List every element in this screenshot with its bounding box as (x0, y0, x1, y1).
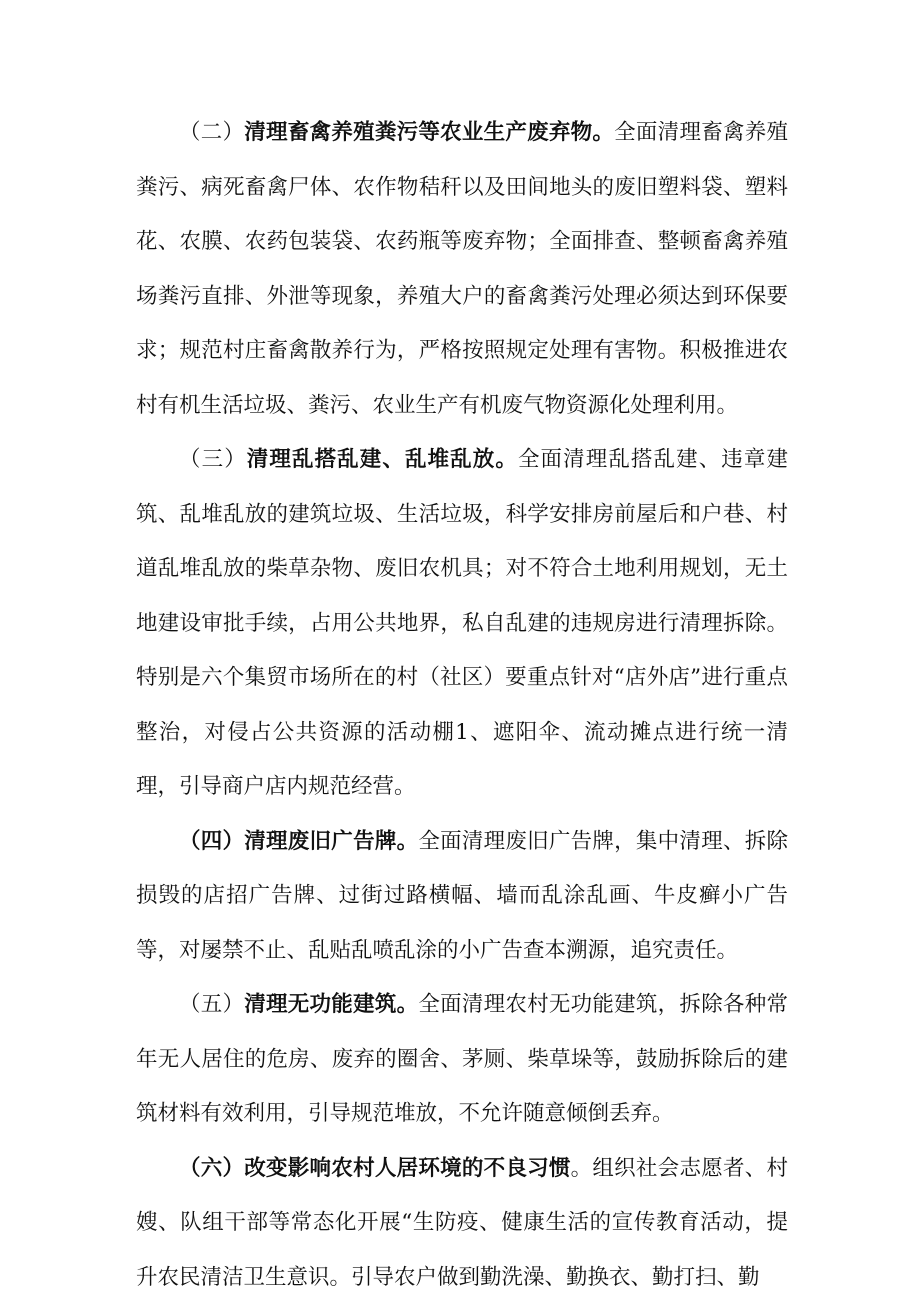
paragraph-heading: 清理畜禽养殖粪污等农业生产废弃物。 (244, 120, 614, 145)
paragraph-number: （六） (179, 1156, 244, 1181)
document-body (136, 106, 788, 1305)
paragraph-body: 全面清理废旧广告牌，集中清理、拆除损毁的店招广告牌、过街过路横幅、墙而乱涂乱画、牛皮癣小广告等，对屡禁不止、乱贴乱喷乱涂的小广告查本溯源，追究责任。 (136, 829, 788, 963)
paragraph-heading: 清理废旧广告牌。 (244, 829, 418, 854)
paragraph-5 (136, 978, 788, 1142)
paragraph-body: 。组织社会志愿者、村嫂、队组干部等常态化开展“生防疫、健康生活的宣传教育活动，提升农民清洁卫生意识。引导农户做到勤洗澡、勤换衣、勤打扫、勤 (136, 1156, 788, 1290)
paragraph-4 (136, 815, 788, 979)
paragraph-number: （三） (179, 447, 247, 472)
paragraph-number: （二） (179, 120, 244, 145)
paragraph-body: 全面清理乱搭乱建、违章建筑、乱堆乱放的建筑垃圾、生活垃圾，科学安排房前屋后和户巷、村道乱堆乱放的柴草杂物、废旧农机具；对不符合土地利用规划，无土地建设审批手续，占用公共地界，私自乱建的违规房进行清理拆除。特别是六个集贸市场所在的村（社区）要重点针对“店外店”进行重点整治，对侵占公共资源的活动棚1、遮阳伞、流动摊点进行统一清理，引导商户店内规范经营。 (136, 447, 788, 799)
paragraph-body: 全面清理农村无功能建筑，拆除各种常年无人居住的危房、废弃的圈舍、茅厕、柴草垛等，鼓励拆除后的建筑材料有效利用，引导规范堆放，不允许随意倾倒丢弃。 (136, 992, 788, 1126)
paragraph-body: 全面清理畜禽养殖粪污、病死畜禽尸体、农作物秸秆以及田间地头的废旧塑料袋、塑料花、农膜、农药包装袋、农药瓶等废弃物；全面排查、整顿畜禽养殖场粪污直排、外泄等现象，养殖大户的畜禽粪污处理必须达到环保要求；规范村庄畜禽散养行为，严格按照规定处理有害物。积极推进农村有机生活垃圾、粪污、农业生产有机废气物资源化处理利用。 (136, 120, 788, 418)
paragraph-heading: 清理无功能建筑。 (244, 992, 418, 1017)
paragraph-3 (136, 433, 788, 815)
paragraph-number: （四） (179, 829, 244, 854)
paragraph-heading: 清理乱搭乱建、乱堆乱放。 (247, 447, 518, 472)
paragraph-number: （五） (179, 992, 244, 1017)
paragraph-2 (136, 106, 788, 433)
paragraph-heading: 改变影响农村人居环境的不良习惯 (244, 1156, 570, 1181)
paragraph-6 (136, 1142, 788, 1305)
